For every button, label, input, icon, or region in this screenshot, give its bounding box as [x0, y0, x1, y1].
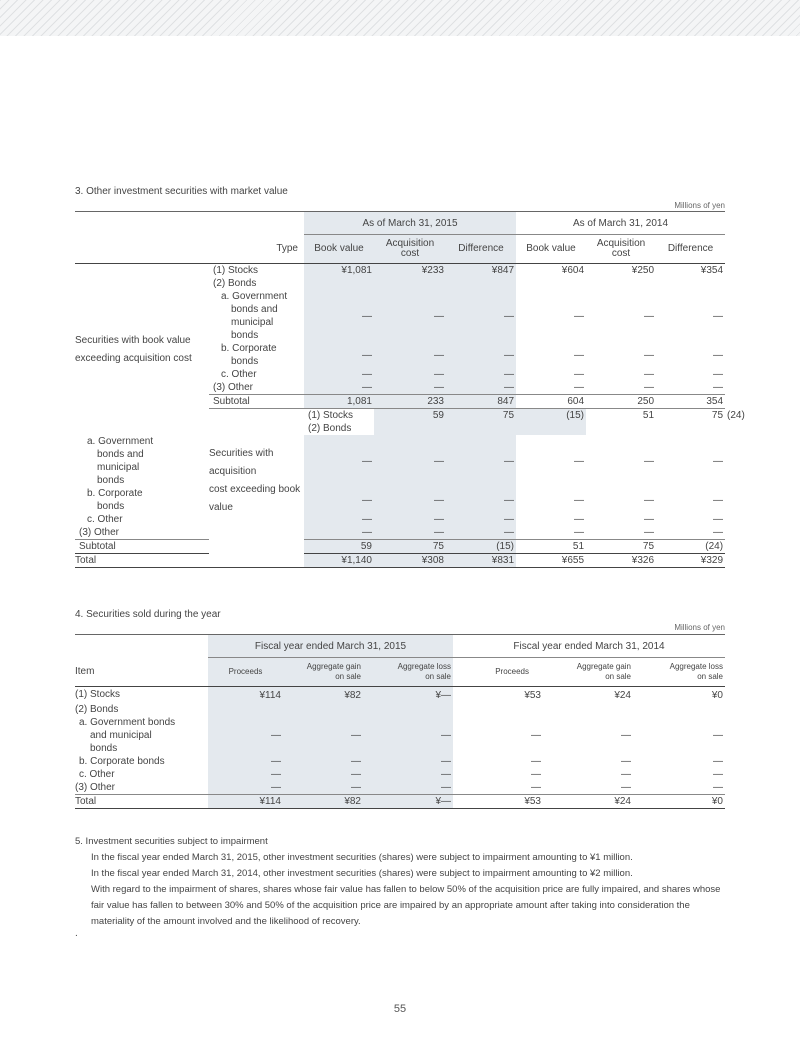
cell: ¥847	[446, 264, 516, 278]
securities-sold-table	[75, 634, 725, 809]
impairment-notes	[75, 834, 735, 930]
row-label: Subtotal	[75, 540, 209, 554]
section-4-unit: Millions of yen	[674, 623, 725, 632]
cell: —	[304, 368, 374, 381]
cell: —	[633, 781, 725, 795]
row-label: (3) Other	[75, 526, 209, 540]
col-item: Item	[75, 658, 208, 687]
cell: —	[208, 768, 283, 781]
page-number: 55	[393, 1003, 407, 1015]
cell: ¥24	[614, 689, 631, 701]
cell: ¥233	[374, 264, 446, 278]
impairment-policy: With regard to the impairment of shares, shares whose fair value has fallen to below 50% of the acquisition price are fully impaired, and shares whose fair value has fallen to between 30% and 50% of the acquisition price are impaired by an appropriate amount after taking into consideration the materiality of the amount involved and the likelihood of recovery.	[91, 884, 721, 927]
row-label: (2) Bonds	[75, 704, 119, 715]
row-label: Total	[75, 795, 208, 809]
cell: 847	[446, 395, 516, 409]
col-type: Type	[209, 235, 304, 264]
cell: —	[374, 513, 446, 526]
cell: ¥—	[363, 687, 453, 704]
cell: ¥—	[363, 795, 453, 809]
cell: —	[644, 369, 655, 380]
table-row	[75, 526, 725, 540]
cell: —	[644, 455, 655, 467]
section-3-title: 3. Other investment securities with market value	[75, 186, 288, 197]
section-4-title: 4. Securities sold during the year	[75, 609, 221, 620]
cell: 51	[642, 410, 655, 421]
cell: —	[713, 349, 724, 361]
cell: 75	[374, 540, 446, 554]
cell: —	[363, 716, 453, 755]
cell: —	[713, 730, 723, 741]
col-diff-2015: Difference	[446, 235, 516, 264]
cell: —	[374, 368, 446, 381]
cell: —	[374, 435, 446, 487]
cell: —	[283, 768, 363, 781]
table-row	[75, 513, 725, 526]
period-2015: Fiscal year ended March 31, 2015	[208, 635, 453, 658]
cell: —	[656, 526, 725, 540]
row-label: (3) Other	[75, 781, 208, 795]
cell: ¥250	[631, 265, 655, 276]
total-row	[75, 554, 725, 568]
cell: —	[621, 730, 631, 741]
cell: —	[446, 513, 516, 526]
column-header-row	[75, 235, 725, 264]
cell: —	[574, 369, 585, 380]
cell: ¥354	[700, 265, 724, 276]
cell: (15)	[446, 540, 516, 554]
cell: 233	[374, 395, 446, 409]
cell: —	[374, 342, 446, 368]
cell: —	[363, 768, 453, 781]
cell: —	[543, 781, 633, 795]
cell: —	[516, 381, 586, 395]
cell: —	[574, 514, 585, 525]
cell: —	[621, 756, 631, 767]
cell: —	[304, 526, 374, 540]
col-book-2014: Book value	[516, 235, 586, 264]
cell: 354	[656, 395, 725, 409]
col-proceeds-2015: Proceeds	[208, 658, 283, 687]
top-pattern-band	[0, 0, 800, 36]
col-book-2015: Book value	[304, 235, 374, 264]
column-header-row	[75, 658, 725, 687]
subtotal-row	[75, 540, 725, 554]
cell: (24)	[656, 540, 725, 554]
row-label: (1) Stocks	[213, 265, 259, 276]
cell: 59	[374, 409, 446, 423]
cell: —	[304, 513, 374, 526]
row-label: a. Government bonds and municipal bonds	[79, 717, 176, 754]
group-label-book-exceeding: Securities with book value exceeding acquisition cost	[75, 334, 192, 364]
cell: —	[304, 290, 374, 342]
cell: ¥0	[711, 689, 723, 701]
row-label: (2) Bonds	[308, 423, 352, 434]
cell: ¥24	[543, 795, 633, 809]
col-acq-2014: Acquisition cost	[586, 235, 656, 264]
cell: —	[713, 514, 724, 525]
cell: —	[283, 716, 363, 755]
cell: —	[574, 310, 585, 322]
cell: —	[208, 781, 283, 795]
cell: —	[446, 368, 516, 381]
cell: 75	[446, 409, 516, 423]
row-label: (1) Stocks	[308, 410, 354, 421]
cell: —	[304, 487, 374, 513]
cell: 59	[304, 540, 374, 554]
cell: ¥655	[516, 554, 586, 568]
row-label: b. Corporate bonds	[79, 756, 165, 767]
period-2014: As of March 31, 2014	[516, 212, 725, 235]
row-label: b. Corporate bonds	[221, 343, 277, 367]
period-2014: Fiscal year ended March 31, 2014	[453, 635, 725, 658]
cell: —	[283, 755, 363, 768]
cell: —	[453, 781, 543, 795]
table-row	[75, 687, 725, 704]
col-diff-2014: Difference	[656, 235, 725, 264]
period-header-row	[75, 212, 725, 235]
table-row: Securities with acquisition cost exceeding book value (1) Stocks 59 75 (15) 51 75 (24)	[75, 409, 725, 423]
cell: —	[446, 487, 516, 513]
cell: —	[644, 349, 655, 361]
row-label: (1) Stocks	[75, 689, 121, 700]
table-row	[75, 755, 725, 768]
cell: ¥0	[633, 795, 725, 809]
cell: —	[304, 381, 374, 395]
cell: ¥1,140	[304, 554, 374, 568]
section-3-unit: Millions of yen	[674, 201, 725, 210]
table-row	[75, 264, 725, 278]
col-acq-2015: Acquisition cost	[374, 235, 446, 264]
cell: —	[363, 781, 453, 795]
row-label: c. Other	[79, 769, 115, 780]
table-row	[75, 703, 725, 716]
cell: —	[304, 435, 374, 487]
row-label: (3) Other	[209, 381, 304, 395]
row-label: Total	[75, 554, 209, 568]
cell: ¥1,081	[304, 264, 374, 278]
cell: (15)	[516, 409, 586, 423]
row-label: (2) Bonds	[213, 278, 257, 289]
cell: ¥326	[586, 554, 656, 568]
cell: 1,081	[304, 395, 374, 409]
cell: 75	[586, 540, 656, 554]
table-row	[75, 781, 725, 795]
cell: —	[644, 494, 655, 506]
cell: —	[446, 526, 516, 540]
cell: —	[446, 435, 516, 487]
impairment-2015: In the fiscal year ended March 31, 2015, other investment securities (shares) were subject to impairment amounting to ¥1 million.	[91, 852, 633, 863]
col-proceeds-2014: Proceeds	[453, 658, 543, 687]
cell: —	[713, 310, 724, 322]
row-label: a. Government bonds and municipal bonds	[221, 291, 288, 341]
cell: 604	[516, 395, 586, 409]
cell: —	[446, 381, 516, 395]
cell: ¥114	[208, 687, 283, 704]
cell: —	[713, 369, 724, 380]
cell: —	[374, 526, 446, 540]
row-label: c. Other	[221, 369, 257, 380]
cell: —	[374, 381, 446, 395]
cell: —	[713, 769, 723, 780]
row-label: b. Corporate bonds	[87, 488, 143, 512]
section-5-title: 5. Investment securities subject to impairment	[75, 836, 268, 847]
row-label: a. Government bonds and municipal bonds	[87, 436, 154, 486]
cell: —	[644, 310, 655, 322]
col-loss-2015: Aggregate loss on sale	[363, 658, 453, 687]
cell: —	[531, 730, 541, 741]
cell: —	[574, 349, 585, 361]
market-value-table	[75, 211, 745, 568]
cell: —	[374, 290, 446, 342]
table-row	[75, 435, 725, 487]
cell: —	[446, 342, 516, 368]
cell: —	[446, 290, 516, 342]
cell: —	[283, 781, 363, 795]
cell: —	[531, 756, 541, 767]
table-row	[75, 487, 725, 513]
col-loss-2014: Aggregate loss on sale	[633, 658, 725, 687]
cell: ¥831	[446, 554, 516, 568]
group-label-acq-exceeding: Securities with acquisition cost exceeding book value	[209, 409, 304, 554]
cell: ¥604	[561, 265, 585, 276]
col-gain-2014: Aggregate gain on sale	[543, 658, 633, 687]
cell: —	[586, 526, 656, 540]
table-row	[75, 768, 725, 781]
cell: —	[586, 381, 656, 395]
cell: —	[713, 455, 724, 467]
cell: —	[374, 487, 446, 513]
cell: 51	[516, 540, 586, 554]
cell: —	[713, 756, 723, 767]
cell: —	[516, 526, 586, 540]
trailing-dot: .	[75, 928, 78, 939]
cell: —	[574, 494, 585, 506]
cell: ¥114	[208, 795, 283, 809]
cell: ¥329	[656, 554, 725, 568]
cell: —	[208, 755, 283, 768]
cell: 75	[711, 410, 724, 421]
row-label: Subtotal	[209, 395, 304, 409]
cell: —	[304, 342, 374, 368]
cell: —	[531, 769, 541, 780]
impairment-2014: In the fiscal year ended March 31, 2014, other investment securities (shares) were subject to impairment amounting to ¥2 million.	[91, 868, 633, 879]
cell: ¥308	[374, 554, 446, 568]
cell: —	[656, 381, 725, 395]
cell: —	[644, 514, 655, 525]
table-row	[75, 716, 725, 755]
cell: —	[208, 716, 283, 755]
cell: ¥82	[283, 687, 363, 704]
cell: ¥53	[453, 795, 543, 809]
cell: 250	[586, 395, 656, 409]
cell: —	[713, 494, 724, 506]
period-2015: As of March 31, 2015	[304, 212, 516, 235]
cell: ¥82	[283, 795, 363, 809]
cell: —	[621, 769, 631, 780]
col-gain-2015: Aggregate gain on sale	[283, 658, 363, 687]
cell: —	[363, 755, 453, 768]
total-row	[75, 795, 725, 809]
cell: ¥53	[524, 689, 541, 701]
cell: —	[574, 455, 585, 467]
row-label: c. Other	[87, 514, 123, 525]
period-header-row	[75, 635, 725, 658]
